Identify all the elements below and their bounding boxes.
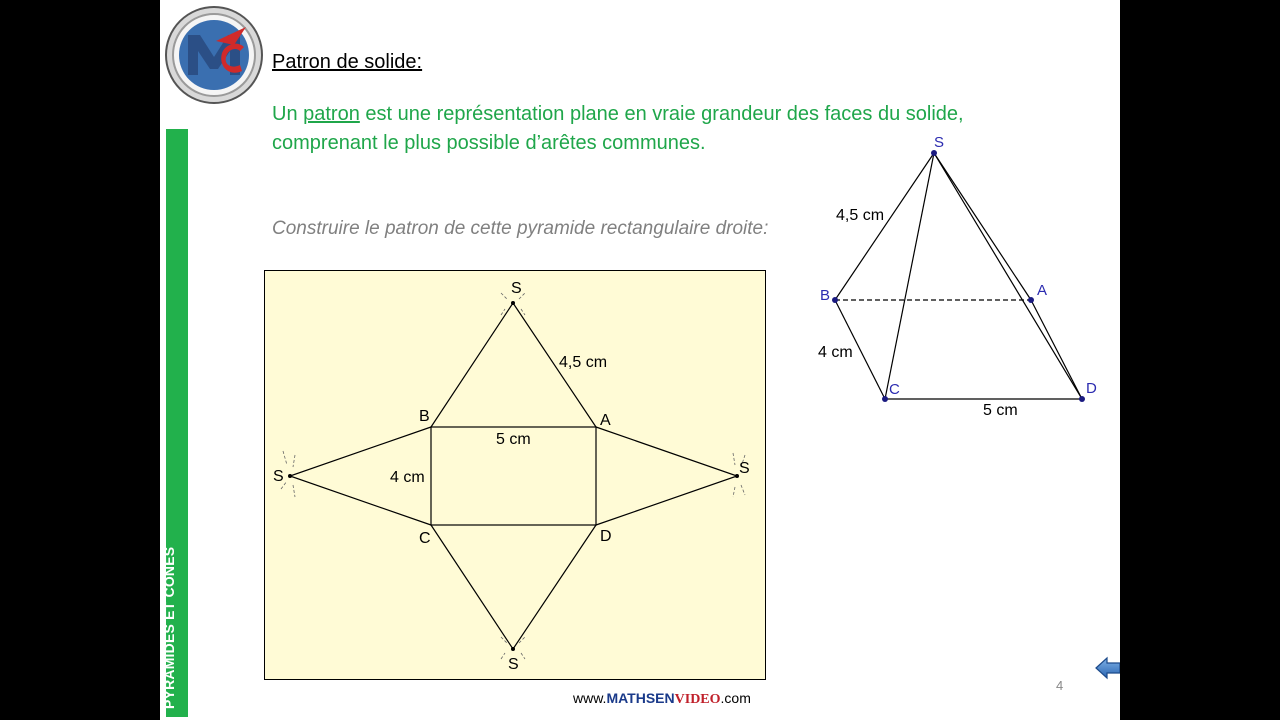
net-label-s-top: S xyxy=(511,280,522,297)
net-label-a: A xyxy=(600,412,611,429)
net-dimension-slant: 4,5 cm xyxy=(559,354,608,371)
pyramid-label-s: S xyxy=(934,134,945,151)
definition-after: est une représentation plane en vraie grandeur des faces du solide, comprenant le plus possible d’arêtes communes. xyxy=(272,103,964,154)
mathsenvideo-logo xyxy=(164,5,264,105)
net-label-c: C xyxy=(419,530,431,547)
net-face-right xyxy=(596,427,737,525)
footer-url[interactable] xyxy=(573,690,751,708)
pyramid-edge-ad xyxy=(1031,300,1082,399)
net-label-s-left: S xyxy=(273,468,284,485)
pyramid-edge-sa xyxy=(934,153,1031,300)
net-face-bottom xyxy=(431,525,596,649)
pyramid-edge-sd xyxy=(934,153,1082,399)
net-label-b: B xyxy=(419,408,430,425)
pyramid-label-d: D xyxy=(1086,380,1097,397)
footer-url-brand-video: VIDEO xyxy=(674,692,721,707)
pyramid-label-c: C xyxy=(889,381,900,398)
net-label-s-bottom: S xyxy=(508,656,519,673)
instruction-text: Construire le patron de cette pyramide rectangulaire droite: xyxy=(272,218,769,239)
footer-url-prefix: www. xyxy=(573,690,607,706)
definition-before: Un xyxy=(272,103,304,125)
net-dimension-width: 4 cm xyxy=(390,469,425,486)
pyramid-dimension-width: 4 cm xyxy=(818,344,853,361)
net-dimension-length: 5 cm xyxy=(496,431,531,448)
pyramid-label-b: B xyxy=(820,287,831,304)
pyramid-dimension-slant: 4,5 cm xyxy=(836,207,885,224)
pyramid-point-d xyxy=(1079,396,1085,402)
slide-title: Patron de solide: xyxy=(272,51,423,73)
net-label-d: D xyxy=(600,528,612,545)
definition-keyword: patron xyxy=(303,103,360,125)
pyramid-dimension-length: 5 cm xyxy=(983,402,1018,419)
pyramid-point-a xyxy=(1028,297,1034,303)
footer-url-brand: MATHSEN xyxy=(606,690,675,706)
page-number: 4 xyxy=(1056,678,1064,693)
section-label: PYRAMIDES ET CÔNES xyxy=(161,546,177,709)
pyramid-point-b xyxy=(832,297,838,303)
net-diagram xyxy=(264,270,766,680)
compass-arcs xyxy=(281,293,745,659)
slide xyxy=(160,0,1120,720)
pyramid-label-a: A xyxy=(1037,282,1048,299)
net-label-s-right: S xyxy=(739,460,750,477)
pyramid-diagram xyxy=(810,132,1110,437)
back-arrow-icon[interactable] xyxy=(1094,655,1120,681)
section-bar xyxy=(161,129,188,717)
footer-url-suffix: .com xyxy=(720,690,751,706)
pyramid-point-c xyxy=(882,396,888,402)
